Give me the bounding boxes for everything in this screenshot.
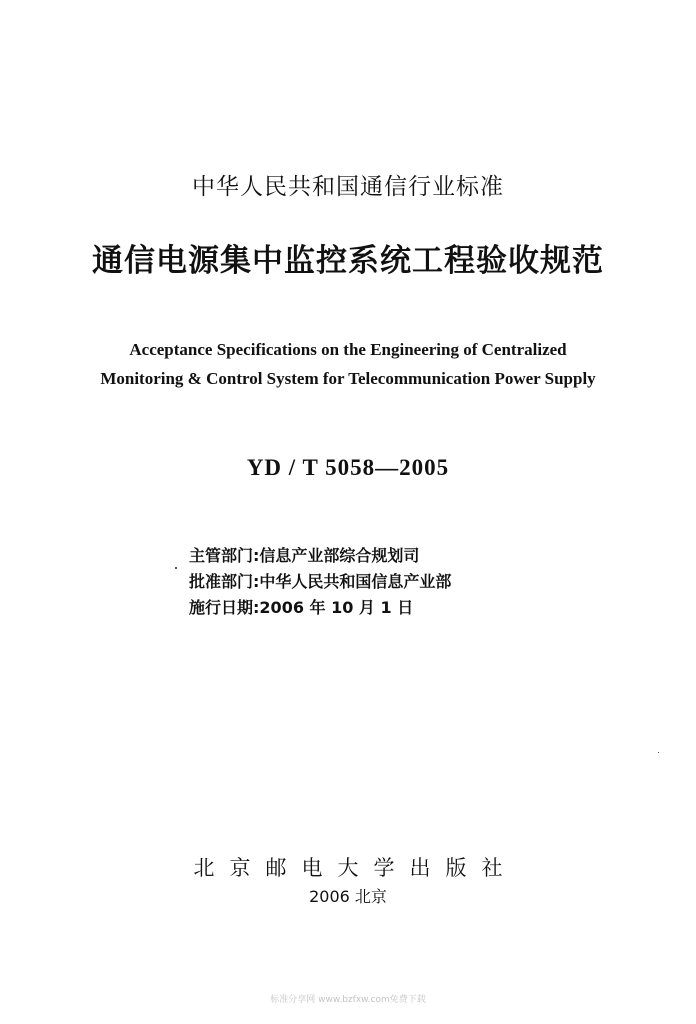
effective-date-label: 施行日期 [189,598,254,617]
document-title-english-line-1: Acceptance Specifications on the Engineering of Centralized [129,340,567,359]
publisher-name: 北京邮电大学出版社 [193,856,518,880]
approval-info [189,543,451,621]
competent-department-value: 信息产业部综合规划司 [259,546,420,565]
standard-number: YD / T 5058—2005 [246,455,450,480]
approval-department-label: 批准部门 [189,572,254,591]
competent-department-row: 主管部门:信息产业部综合规划司 [189,546,420,565]
publication-year-place: 2006 北京 [309,887,387,906]
effective-date-value: 2006 年 10 月 1 日 [259,598,414,617]
approval-department-row: 批准部门:中华人民共和国信息产业部 [189,572,452,591]
scan-speck [658,752,659,753]
approval-department-value: 中华人民共和国信息产业部 [259,572,452,591]
competent-department-label: 主管部门 [189,546,254,565]
standard-category: 中华人民共和国通信行业标准 [192,174,504,200]
document-title-chinese: 通信电源集中监控系统工程验收规范 [92,243,604,279]
document-title-english-line-2: Monitoring & Control System for Telecommunication Power Supply [100,369,596,388]
effective-date-row: 施行日期:2006 年 10 月 1 日 [189,598,414,617]
scan-speck [175,567,177,569]
watermark-text: 标准分享网 www.bzfxw.com免费下载 [270,995,426,1005]
